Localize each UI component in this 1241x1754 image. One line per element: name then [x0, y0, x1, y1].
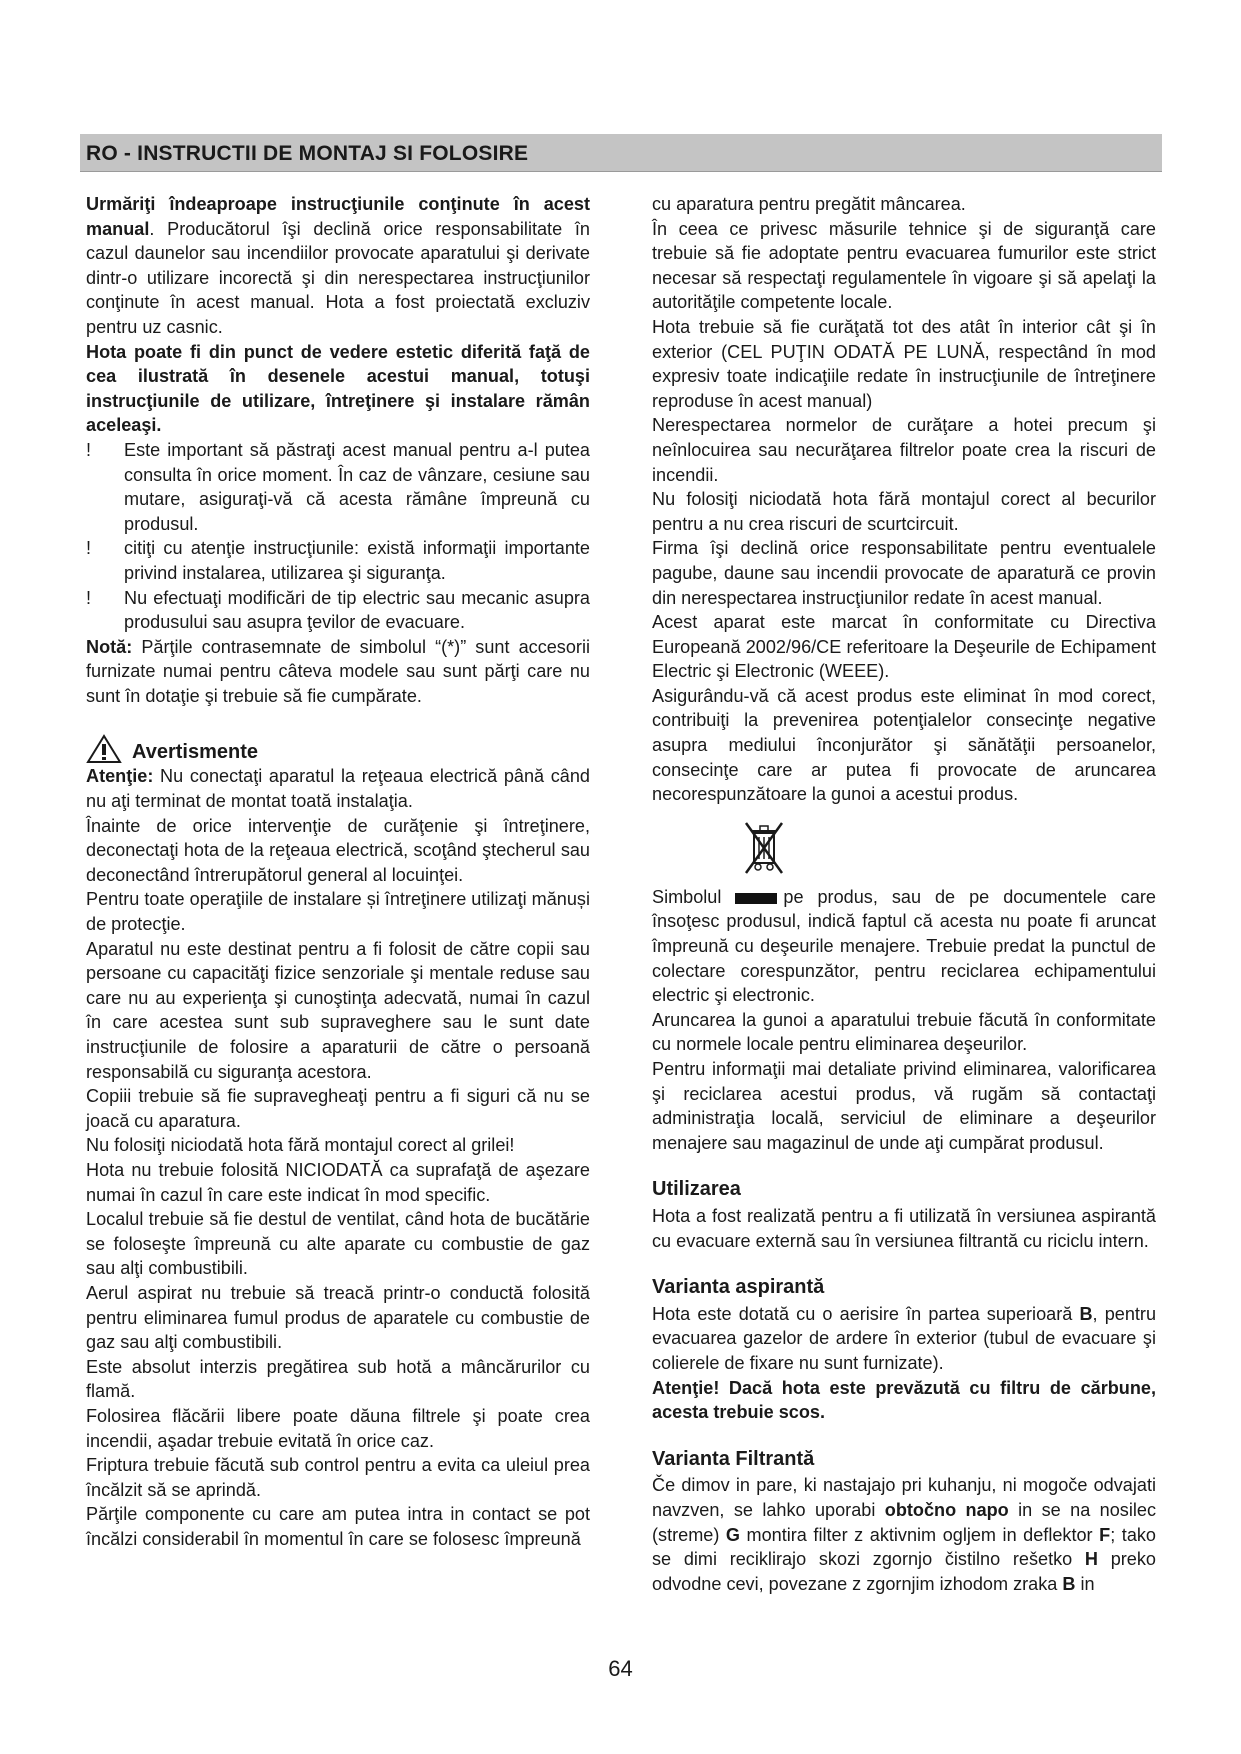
section-header-bar — [80, 134, 1162, 172]
atentie-text: Nu conectaţi aparatul la reţeaua electrică până când nu aţi terminat de montat toată instalaţia. — [86, 766, 590, 812]
bullet-text: citiţi cu atenţie instrucţiunile: există informaţii importante privind instalarea, utilizarea şi siguranţa. — [124, 538, 590, 583]
filtranta-text: in se na nosilec (streme) — [652, 1499, 1156, 1545]
filtranta-text: ; tako se dimi reciklirajo skozi zgornjo čistilno rešetko — [652, 1524, 1156, 1570]
warning-paragraph: Hota nu trebuie folosită NICIODATĂ ca suprafaţă de aşezare numai în cazul în care este indicat în mod specific. — [86, 1159, 590, 1205]
aspiranta-text: , pentru evacuarea gazelor de ardere în exterior (tubul de evacuare şi colierele de fixare nu sunt furnizate). — [652, 1303, 1157, 1373]
simbol-rest: pe produs, sau de pe documentele care însoţesc produsul, indică faptul că acesta nu poate fi aruncat împreună cu deşeurile menajere. Trebuie predat la punctul de colectare corespunzător, pentru reciclarea echipamentului electric şi electronic. — [652, 886, 1156, 1006]
warning-paragraph: Copiii trebuie să fie supravegheaţi pentru a fi siguri că nu se joacă cu aparatura. — [86, 1086, 590, 1131]
warning-triangle-icon — [86, 734, 122, 764]
bullet-mark: ! — [86, 439, 92, 460]
weee-symbol-area — [652, 817, 1156, 885]
page-number: 64 — [608, 1656, 633, 1681]
warning-paragraph: Aerul aspirat nu trebuie să treacă printr-o conductă folosită pentru eliminarea fumul produs de aparatele cu combustie de gaz sau alţi combustibili. — [86, 1282, 590, 1353]
warning-paragraph: Înainte de orice intervenţie de curăţenie şi întreţinere, deconectaţi hota de la reţeaua electrică, scoţând ştecherul sau deconectând întrerupătorul general al locuinţei. — [86, 815, 590, 885]
part-label-b: B — [1079, 1303, 1093, 1324]
part-label-f: F — [1099, 1524, 1111, 1545]
weee-bar-icon — [735, 893, 777, 904]
filtranta-heading: Varianta Filtrantă — [652, 1447, 815, 1470]
bullet-text: Este important să păstraţi acest manual pentru a-l putea consulta în orice moment. În caz de vânzare, cesiune sau mutare, asiguraţi-vă că acesta rămâne împreună cu produsul. — [124, 439, 590, 534]
paragraph: Aruncarea la gunoi a aparatului trebuie făcută în conformitate cu normele locale pentru eliminarea deşeurilor. — [652, 1009, 1156, 1055]
nota-paragraph — [86, 635, 590, 709]
intro-bold-lead: Urmăriţi îndeaproape instrucţiunile conţinute în acest manual — [86, 194, 590, 239]
part-label-g: G — [725, 1524, 740, 1545]
intro-paragraph — [86, 192, 590, 340]
warning-paragraph: Pentru toate operaţiile de instalare și întreţinere utilizaţi mănuși de protecţie. — [86, 889, 590, 935]
nota-label: Notă: — [86, 636, 133, 657]
aspiranta-heading: Varianta aspirantă — [652, 1276, 825, 1299]
utilizarea-paragraph: Hota a fost realizată pentru a fi utilizată în versiunea aspirantă cu evacuare externă sau în versiunea filtrantă cu riciclu intern. — [652, 1205, 1156, 1251]
intro-bold-paragraph: Hota poate fi din punct de vedere estetic diferită faţă de cea ilustrată în desenele acestui manual, totuşi instrucţiunile de utilizare, întreţinere şi instalare rămân aceleaşi. — [86, 341, 590, 436]
filtranta-bold: obtočno napo — [884, 1499, 1009, 1520]
warning-paragraph: Aparatul nu este destinat pentru a fi folosit de către copii sau persoane cu capacităţi fizice senzoriale şi mentale reduse sau care nu au experienţa şi cunoştinţa adecvată, numai în cazul în care acestea sunt sub supraveghere sau le sunt date instrucţiunile de folosire a aparaturii de către o persoană responsabilă cu siguranţa acestora. — [86, 938, 590, 1082]
paragraph: Hota trebuie să fie curăţată tot des atât în interior cât şi în exterior (CEL PUŢIN ODATĂ PE LUNĂ, respectând în mod expresiv toate indicaţiile redate în instrucţiunile de întreţinere reproduse în acest manual) — [652, 316, 1156, 411]
paragraph: În ceea ce privesc măsurile tehnice şi de siguranţă care trebuie să fie adoptate pentru evacuarea fumurilor este strict necesar să respectaţi regulamentele în vigoare şi să apelaţi la autorităţile competente locale. — [652, 218, 1156, 313]
atentie-paragraph — [86, 764, 590, 813]
aspiranta-warning: Atenţie! Dacă hota este prevăzută cu filtru de cărbune, acesta trebuie scos. — [652, 1377, 1156, 1423]
paragraph: Nu folosiţi niciodată hota fără montajul corect al becurilor pentru a nu crea riscuri de scurtcircuit. — [652, 489, 1156, 534]
warning-paragraph: Părţile componente cu care am putea intra in contact se pot încălzi considerabil în momentul în care se folosesc împreună — [86, 1504, 590, 1549]
filtranta-text: in — [1075, 1573, 1095, 1594]
nota-text: Părţile contrasemnate de simbolul “(*)” sunt accesorii furnizate numai pentru câteva modele sau sunt părţi care nu sunt în dotaţie şi trebuie să fie cumpărate. — [86, 636, 590, 706]
simbol-paragraph — [652, 885, 1156, 1008]
warning-paragraph: Nu folosiţi niciodată hota fără montajul corect al grilei! — [86, 1135, 515, 1156]
paragraph: Firma îşi declină orice responsabilitate pentru eventualele pagube, daune sau incendii provocate de aparatură ce provin din nerespectarea instrucţiunilor redate în acest manual. — [652, 538, 1156, 608]
paragraph: Pentru informaţii mai detaliate privind eliminarea, valorificarea şi reciclarea acestui produs, vă rugăm să contactaţi administraţia locală, serviciul de eliminare a deşeurilor menajere sau magazinul de unde aţi cumpărat produsul. — [652, 1059, 1156, 1153]
page-title: RO - INSTRUCTII DE MONTAJ SI FOLOSIRE — [86, 142, 529, 165]
bullet-item — [86, 586, 590, 635]
bullet-item — [86, 536, 590, 585]
warning-paragraph: Friptura trebuie făcută sub control pentru a evita ca uleiul prea încălzit să se aprindă. — [86, 1455, 590, 1500]
bullet-mark: ! — [86, 587, 92, 608]
bullet-mark: ! — [86, 538, 92, 559]
filtranta-text: Če dimov in pare, ki nastajajo pri kuhanju, ni mogoče odvajati navzven, se lahko uporabi — [652, 1475, 1156, 1520]
paragraph: Asigurându-vă că acest produs este eliminat în mod corect, contribuiţi la prevenirea potenţialelor consecinţe negative asupra mediului înconjurător şi sănătăţii persoanelor, consecinţe care ar putea fi provocate de aruncarea necorespunzătoare la gunoi a acestui produs. — [652, 685, 1156, 805]
paragraph: cu aparatura pentru pregătit mâncarea. — [652, 194, 966, 214]
crossed-bin-icon — [740, 817, 788, 875]
bullet-item — [86, 438, 590, 536]
paragraph: Nerespectarea normelor de curăţare a hotei precum şi neînlocuirea sau necurăţarea filtrelor poate crea la riscuri de incendii. — [652, 415, 1156, 485]
warnings-title: Avertismente — [132, 741, 258, 764]
utilizarea-heading: Utilizarea — [652, 1178, 741, 1201]
part-label-h: H — [1084, 1549, 1098, 1570]
aspiranta-paragraph — [652, 1302, 1156, 1376]
right-column — [652, 192, 1156, 1596]
filtranta-paragraph — [652, 1473, 1156, 1596]
simbol-lead: Simbolul — [652, 886, 722, 907]
warning-paragraph: Localul trebuie să fie destul de ventilat, când hota de bucătărie se foloseşte împreună cu alte aparate cu combustie de gaz sau alţi combustibili. — [86, 1209, 590, 1279]
filtranta-text: montira filter z aktivnim ogljem in deflektor — [739, 1524, 1100, 1545]
left-column — [86, 192, 590, 1551]
paragraph: Acest aparat este marcat în conformitate cu Directiva Europeană 2002/96/CE referitoare la Deşeurile de Echipament Electric şi Electronic (WEEE). — [652, 612, 1156, 682]
warning-paragraph: Este absolut interzis pregătirea sub hotă a mâncărurilor cu flamă. — [86, 1356, 590, 1402]
intro-rest: . Producătorul îşi declină orice responsabilitate în cazul daunelor sau incendiilor provocate aparatului şi derivate dintr-o utilizare incorectă şi din nerespectarea instrucţiunilor conţinute în acest manual. Hota a fost proiectată excluziv pentru uz casnic. — [86, 218, 590, 337]
part-label-b: B — [1062, 1573, 1076, 1594]
aspiranta-text: Hota este dotată cu o aerisire în partea superioară — [652, 1303, 1080, 1324]
bullet-text: Nu efectuaţi modificări de tip electric sau mecanic asupra produsului sau asupra ţevilor de evacuare. — [124, 587, 590, 633]
filtranta-text: preko odvodne cevi, povezane z zgornjim izhodom zraka — [652, 1549, 1156, 1594]
warning-paragraph: Folosirea flăcării libere poate dăuna filtrele şi poate crea incendii, aşadar trebuie evitată în orice caz. — [86, 1405, 590, 1451]
atentie-label: Atenţie: — [86, 766, 154, 787]
warnings-heading — [86, 734, 590, 764]
